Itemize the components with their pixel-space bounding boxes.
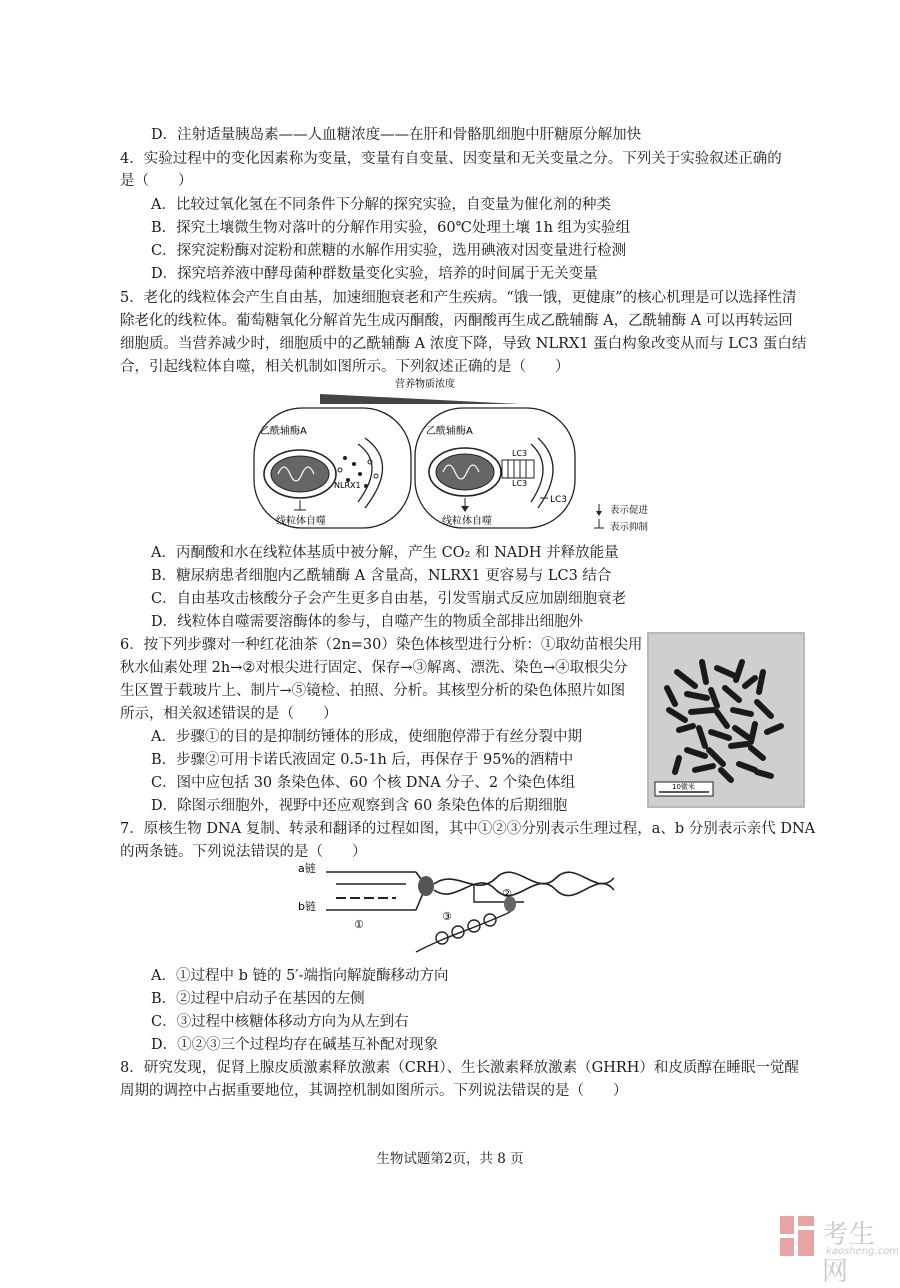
q5-option-c: C．自由基攻击核酸分子会产生更多自由基，引发雪崩式反应加剧细胞衰老	[151, 591, 627, 607]
q4-option-d: D．探究培养液中酵母菌种群数量变化实验，培养的时间属于无关变量	[151, 266, 598, 282]
acetyl-coa-label-right: 乙酰辅酶A	[426, 426, 473, 437]
q6-option-d: D．除图示细胞外，视野中还应观察到含 60 条染色体的后期细胞	[151, 798, 568, 814]
chromosome-photo	[647, 632, 805, 808]
q7-option-c: C．③过程中核糖体移动方向为从左到右	[151, 1014, 409, 1030]
lc3-label-lower: LC3	[512, 479, 528, 488]
q5-stem-line1: 5．老化的线粒体会产生自由基，加速细胞衰老和产生疾病。“饿一饿，更健康”的核心机理是可以选择性清	[120, 290, 797, 306]
q6-option-c: C．图中应包括 30 条染色体、60 个核 DNA 分子、2 个染色体组	[151, 775, 576, 791]
q8-stem-line1: 8．研究发现，促肾上腺皮质激素释放激素（CRH）、生长激素释放激素（GHRH）和皮质醇在睡眠一觉醒	[120, 1060, 799, 1076]
watermark-subtext: kaosheng.com	[826, 1246, 899, 1257]
watermark-text: 考生网	[822, 1220, 877, 1287]
legend-inhibit: 表示抑制	[610, 522, 649, 533]
autophagy-label-left: 线粒体自噬	[276, 516, 326, 527]
q5-option-d: D．线粒体自噬需要溶酶体的参与，自噬产生的物质全部排出细胞外	[151, 614, 584, 630]
page-footer: 生物试题第2页，共 8 页	[376, 1151, 524, 1167]
q4-option-c: C．探究淀粉酶对淀粉和蔗糖的水解作用实验，选用碘液对因变量进行检测	[151, 243, 627, 259]
process-1-label: ①	[354, 918, 364, 931]
q6-option-a: A．步骤①的目的是抑制纺锤体的形成，使细胞停滞于有丝分裂中期	[151, 729, 582, 745]
process-2-label: ②	[502, 887, 512, 900]
q8-stem-line2: 周期的调控中占据重要地位，其调控机制如图所示。下列说法错误的是（ ）	[120, 1083, 628, 1099]
autophagy-label-right: 线粒体自噬	[442, 516, 492, 527]
q4-option-a: A．比较过氧化氢在不同条件下分解的探究实验，自变量为催化剂的种类	[151, 197, 611, 213]
q6-stem-line2: 秋水仙素处理 2h→②对根尖进行固定、保存→③解离、漂洗、染色→④取根尖分	[120, 660, 628, 676]
q6-stem-line4: 所示，相关叙述错误的是（ ）	[120, 706, 338, 722]
q7-option-b: B．②过程中启动子在基因的左侧	[151, 991, 365, 1007]
gradient-wedge	[320, 394, 520, 404]
b-chain-label: b链	[298, 900, 316, 913]
q7-stem-line1: 7．原核生物 DNA 复制、转录和翻译的过程如图，其中①②③分别表示生理过程，a、b 分别表示亲代 DNA	[120, 821, 816, 837]
q3-option-d: D．注射适量胰岛素——人血糖浓度——在肝和骨骼肌细胞中肝糖原分解加快	[151, 127, 642, 143]
q5-option-b: B．糖尿病患者细胞内乙酰辅酶 A 含量高，NLRX1 更容易与 LC3 结合	[151, 568, 612, 584]
scale-bar-label: 10微米	[672, 783, 695, 791]
a-chain-label: a链	[298, 862, 316, 875]
lc3-label-upper: LC3	[512, 449, 528, 458]
acetyl-coa-label-left: 乙酰辅酶A	[260, 426, 307, 437]
q5-stem-line2: 除老化的线粒体。葡萄糖氧化分解首先生成丙酮酸，丙酮酸再生成乙酰辅酶 A，乙酰辅酶 A 可以再转运回	[120, 313, 793, 329]
q4-option-b: B．探究土壤微生物对落叶的分解作用实验，60℃处理土壤 1h 组为实验组	[151, 220, 631, 236]
process-3-label: ③	[442, 910, 452, 923]
q6-stem-line3: 生区置于载玻片上、制片→⑤镜检、拍照、分析。其核型分析的染色体照片如图	[120, 683, 626, 699]
nlrx1-label: NLRX1	[334, 481, 361, 490]
q6-option-b: B．步骤②可用卡诺氏液固定 0.5-1h 后，再保存于 95%的酒精中	[151, 752, 574, 768]
q6-stem-line1: 6．按下列步骤对一种红花油茶（2n=30）染色体核型进行分析：①取幼苗根尖用	[120, 637, 643, 653]
q7-option-a: A．①过程中 b 链的 5′-端指向解旋酶移动方向	[151, 968, 449, 984]
q5-stem-line3: 细胞质。当营养减少时，细胞质中的乙酰辅酶 A 浓度下降，导致 NLRX1 蛋白构象改变从而与 LC3 蛋白结	[120, 336, 807, 352]
q4-stem-line2: 是（ ）	[120, 173, 193, 189]
q5-stem-line4: 合，引起线粒体自噬，相关机制如图所示。下列叙述正确的是（ ）	[120, 359, 570, 375]
q4-stem-line1: 4．实验过程中的变化因素称为变量，变量有自变量、因变量和无关变量之分。下列关于实验叙述正确的	[120, 151, 782, 167]
watermark-logo-icon	[778, 1214, 818, 1258]
q7-option-d: D．①②③三个过程均存在碱基互补配对现象	[151, 1037, 439, 1053]
mitophagy-figure	[250, 378, 670, 538]
dna-process-figure	[296, 858, 616, 958]
legend-promote: 表示促进	[610, 505, 649, 516]
gradient-label: 营养物质浓度	[395, 379, 455, 390]
helicase	[418, 876, 434, 896]
q7-stem-line2: 的两条链。下列说法错误的是（ ）	[120, 844, 367, 860]
lc3-free-label: LC3	[550, 495, 568, 505]
q5-option-a: A．丙酮酸和水在线粒体基质中被分解，产生 CO₂ 和 NADH 并释放能量	[151, 545, 619, 561]
